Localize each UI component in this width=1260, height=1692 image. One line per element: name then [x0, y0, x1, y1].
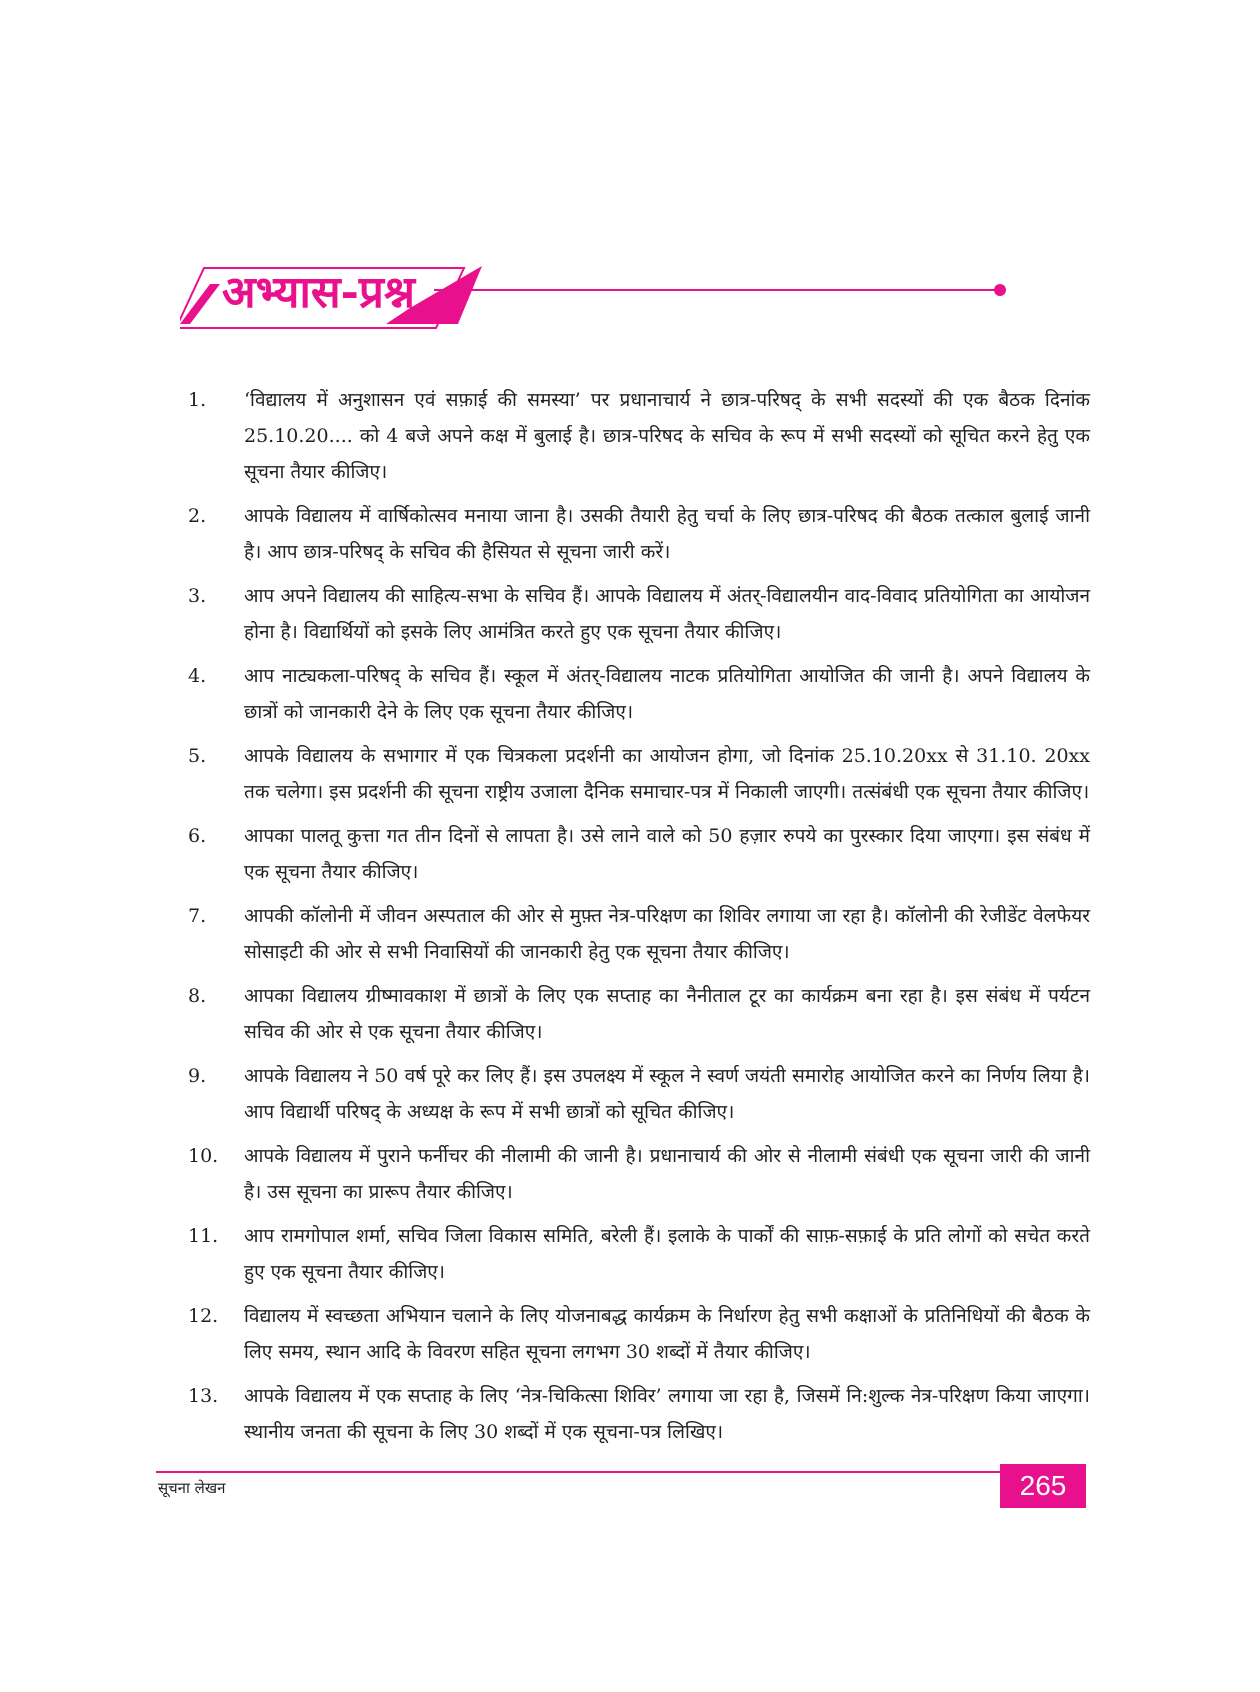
question-number: 13. — [188, 1385, 219, 1407]
question-number: 10. — [188, 1145, 219, 1167]
question-number: 3. — [188, 585, 207, 607]
question-number: 1. — [188, 389, 207, 411]
question-text: विद्यालय में स्वच्छता अभियान चलाने के लिए योजनाबद्ध कार्यक्रम के निर्धारण हेतु सभी कक्षाओं के प्रतिनिधियों की बैठक के लिए समय, स्थान आदि के विवरण सहित सूचना लगभग 30 शब्दों में तैयार कीजिए। — [244, 1305, 1090, 1363]
question-number: 4. — [188, 665, 207, 687]
question-item — [188, 1218, 1090, 1290]
question-item — [188, 738, 1090, 810]
question-number: 11. — [188, 1225, 219, 1247]
question-text: आपके विद्यालय के सभागार में एक चित्रकला प्रदर्शनी का आयोजन होगा, जो दिनांक 25.10.20xx से 31.10. 20xx तक चलेगा। इस प्रदर्शनी की सूचना राष्ट्रीय उजाला दैनिक समाचार-पत्र में निकाली जाएगी। तत्संबंधी एक सूचना तैयार कीजिए। — [244, 745, 1090, 803]
page-number: 265 — [1000, 1464, 1086, 1508]
banner-tail-stripe — [180, 284, 220, 324]
footer-chapter-label: सूचना लेखन — [158, 1479, 226, 1497]
question-text: आपके विद्यालय ने 50 वर्ष पूरे कर लिए हैं। इस उपलक्ष्य में स्कूल ने स्वर्ण जयंती समारोह आयोजित करने का निर्णय लिया है। आप विद्यार्थी परिषद् के अध्यक्ष के रूप में सभी छात्रों को सूचित कीजिए। — [244, 1065, 1090, 1123]
question-text: आपके विद्यालय में पुराने फर्नीचर की नीलामी की जानी है। प्रधानाचार्य की ओर से नीलामी संबंधी एक सूचना जारी की जानी है। उस सूचना का प्रारूप तैयार कीजिए। — [244, 1145, 1090, 1203]
question-item — [188, 1298, 1090, 1370]
question-number: 5. — [188, 745, 207, 767]
question-item — [188, 978, 1090, 1050]
question-text: आप रामगोपाल शर्मा, सचिव जिला विकास समिति, बरेली हैं। इलाके के पार्कों की साफ़-सफ़ाई के प्रति लोगों को सचेत करते हुए एक सूचना तैयार कीजिए। — [244, 1225, 1090, 1283]
question-number: 8. — [188, 985, 207, 1007]
question-item — [188, 1378, 1090, 1450]
footer-rule — [156, 1471, 1000, 1473]
question-item — [188, 898, 1090, 970]
question-text: ‘विद्यालय में अनुशासन एवं सफ़ाई की समस्या’ पर प्रधानाचार्य ने छात्र-परिषद् के सभी सदस्यों की एक बैठक दिनांक 25.10.20.... को 4 बजे अपने कक्ष में बुलाई है। छात्र-परिषद के सचिव के रूप में सभी सदस्यों को सूचित करने हेतु एक सूचना तैयार कीजिए। — [244, 389, 1090, 483]
question-number: 9. — [188, 1065, 207, 1087]
question-item — [188, 658, 1090, 730]
question-item — [188, 1138, 1090, 1210]
question-text: आपके विद्यालय में एक सप्ताह के लिए ‘नेत्र-चिकित्सा शिविर’ लगाया जा रहा है, जिसमें नि:शुल्क नेत्र-परिक्षण किया जाएगा। स्थानीय जनता की सूचना के लिए 30 शब्दों में एक सूचना-पत्र लिखिए। — [244, 1385, 1090, 1443]
question-text: आपका विद्यालय ग्रीष्मावकाश में छात्रों के लिए एक सप्ताह का नैनीताल टूर का कार्यक्रम बना रहा है। इस संबंध में पर्यटन सचिव की ओर से एक सूचना तैयार कीजिए। — [244, 985, 1090, 1043]
question-text: आपके विद्यालय में वार्षिकोत्सव मनाया जाना है। उसकी तैयारी हेतु चर्चा के लिए छात्र-परिषद की बैठक तत्काल बुलाई जानी है। आप छात्र-परिषद् के सचिव की हैसियत से सूचना जारी करें। — [244, 505, 1090, 563]
question-item — [188, 382, 1090, 490]
question-number: 2. — [188, 505, 207, 527]
banner-rule-end-dot — [994, 284, 1006, 296]
question-item — [188, 578, 1090, 650]
question-number: 6. — [188, 825, 207, 847]
question-text: आपका पालतू कुत्ता गत तीन दिनों से लापता है। उसे लाने वाले को 50 हज़ार रुपये का पुरस्कार दिया जाएगा। इस संबंध में एक सूचना तैयार कीजिए। — [244, 825, 1090, 883]
question-text: आपकी कॉलोनी में जीवन अस्पताल की ओर से मुफ़्त नेत्र-परिक्षण का शिविर लगाया जा रहा है। कॉलोनी की रेजीडेंट वेलफेयर सोसाइटी की ओर से सभी निवासियों की जानकारी हेतु एक सूचना तैयार कीजिए। — [244, 905, 1090, 963]
question-item — [188, 1058, 1090, 1130]
question-number: 7. — [188, 905, 207, 927]
section-title: अभ्यास-प्रश्न — [222, 267, 415, 318]
question-list — [188, 382, 1090, 1458]
question-number: 12. — [188, 1305, 219, 1327]
question-item — [188, 818, 1090, 890]
question-item — [188, 498, 1090, 570]
question-text: आप नाट्यकला-परिषद् के सचिव हैं। स्कूल में अंतर्-विद्यालय नाटक प्रतियोगिता आयोजित की जानी है। अपने विद्यालय के छात्रों को जानकारी देने के लिए एक सूचना तैयार कीजिए। — [244, 665, 1090, 723]
question-text: आप अपने विद्यालय की साहित्य-सभा के सचिव हैं। आपके विद्यालय में अंतर्-विद्यालयीन वाद-विवाद प्रतियोगिता का आयोजन होना है। विद्यार्थियों को इसके लिए आमंत्रित करते हुए एक सूचना तैयार कीजिए। — [244, 585, 1090, 643]
